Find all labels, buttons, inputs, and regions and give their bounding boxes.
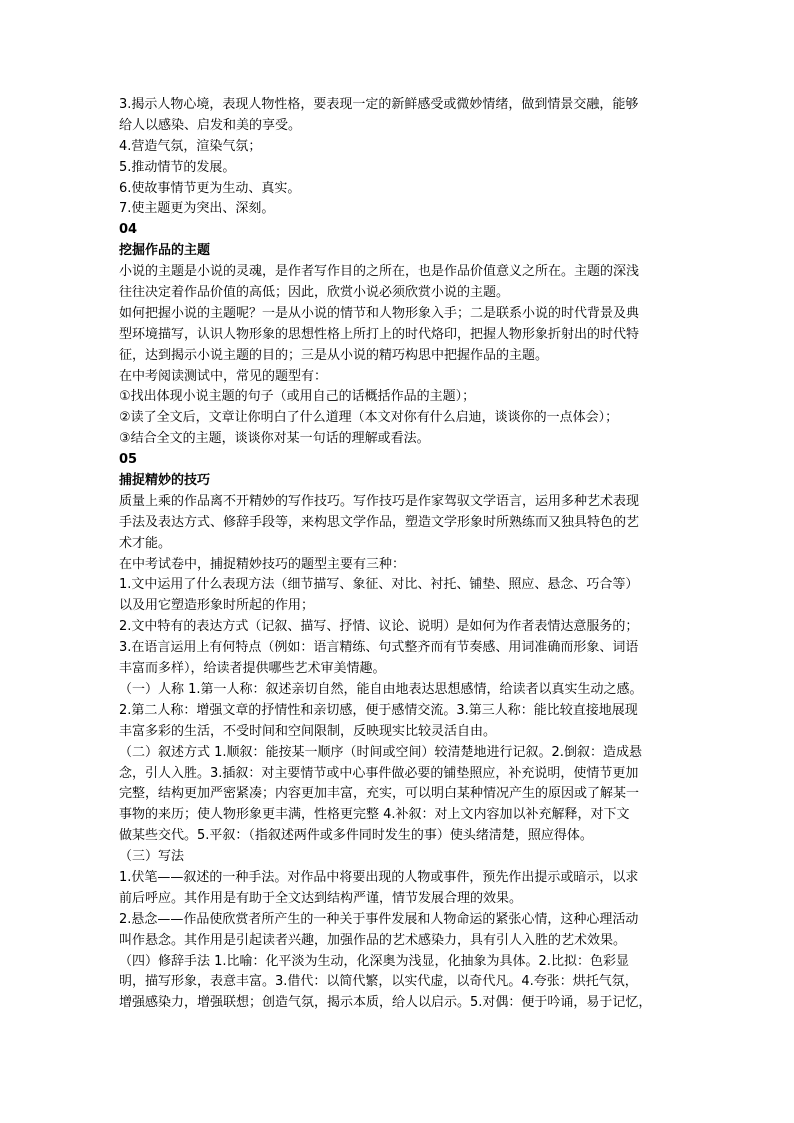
text-line: 5.推动情节的发展。 [119,159,236,175]
text-line: 术才能。 [119,535,172,551]
text-line: 3.揭示人物心境，表现人物性格，要表现一定的新鲜感受或微妙情绪，做到情景交融，能够 [119,97,639,112]
text-line: 丰富多彩的生活，不受时间和空间限制，反映现实比较灵活自由。 [119,723,497,739]
text-line: （四）修辞手法 1.比喻：化平淡为生动，化深奥为浅显，化抽象为具体。2.比拟：色彩显 [119,953,629,969]
text-line: （三）写法 [119,849,185,865]
text-line: 如何把握小说的主题呢？一是从小说的情节和人物形象入手；二是联系小说的时代背景及典 [119,305,640,321]
text-line: 以及用它塑造形象时所起的作用； [119,598,315,614]
document-body [119,95,689,1014]
text-line: ③结合全文的主题，谈谈你对某一句话的理解或看法。 [119,431,430,447]
text-line: （二）叙述方式 1.顺叙：能按某一顺序（时间或空间）较清楚地进行记叙。2.倒叙：造成悬 [119,744,642,760]
text-line: （一）人称 1.第一人称：叙述亲切自然，能自由地表达思想感情，给读者以真实生动之感。 [119,681,643,697]
section-heading: 捕捉精妙的技巧 [119,473,211,489]
text-line: 往往决定着作品价值的高低；因此，欣赏小说必须欣赏小说的主题。 [119,285,510,301]
section-heading: 04 [119,222,138,238]
text-line: 1.文中运用了什么表现方法（细节描写、象征、对比、衬托、铺垫、照应、悬念、巧合等） [119,577,639,593]
text-line: 6.使故事情节更为生动、真实。 [119,180,301,196]
text-line: 事物的来历；使人物形象更丰满，性格更完整 4.补叙：对上文内容加以补充解释，对下文 [119,807,630,823]
text-line: 在中考阅读测试中，常见的题型有： [119,368,328,384]
text-line: 征，达到揭示小说主题的目的；三是从小说的精巧构思中把握作品的主题。 [119,347,549,363]
text-line: 2.悬念——作品使欣赏者所产生的一种关于事件发展和人物命运的紧张心情，这种心理活动 [119,911,639,927]
text-line: 3.在语言运用上有何特点（例如：语言精练、句式整齐而有节奏感、用词准确而形象、词语 [119,640,639,656]
text-line: 念，引人入胜。3.插叙：对主要情节或中心事件做必要的铺垫照应，补充说明，使情节更加 [119,765,639,781]
text-line: 4.营造气氛，渲染气氛； [119,138,262,154]
text-line: 1.伏笔——叙述的一种手法。对作品中将要出现的人物或事件，预先作出提示或暗示，以求 [119,869,639,885]
text-line: 质量上乘的作品离不开精妙的写作技巧。写作技巧是作家驾驭文学语言，运用多种艺术表现 [119,493,640,509]
text-line: 手法及表达方式、修辞手段等，来构思文学作品，塑造文学形象时所熟练而又独具特色的艺 [119,514,640,530]
section-heading: 05 [119,452,138,468]
text-line: 叫作悬念。其作用是引起读者兴趣，加强作品的艺术感染力，具有引人入胜的艺术效果。 [119,932,627,948]
text-line: 前后呼应。其作用是有助于全文达到结构严谨，情节发展合理的效果。 [119,890,523,906]
text-line: 增强感染力，增强联想；创造气氛，揭示本质，给人以启示。5.对偶：便于吟诵，易于记忆， [119,995,652,1011]
text-line: 2.第二人称：增强文章的抒情性和亲切感，便于感情交流。3.第三人称：能比较直接地展现 [119,702,638,718]
text-line: 小说的主题是小说的灵魂，是作者写作目的之所在，也是作品价值意义之所在。主题的深浅 [119,264,640,280]
text-line: 做某些交代。5.平叙：（指叙述两件或多件同时发生的事）使头绪清楚，照应得体。 [119,828,593,844]
text-line: 7.使主题更为突出、深刻。 [119,201,275,217]
text-line: 型环境描写，认识人物形象的思想性格上所打上的时代烙印，把握人物形象折射出的时代特 [119,326,640,342]
section-heading: 挖掘作品的主题 [119,243,211,259]
text-line: 明，描写形象，表意丰富。3.借代：以简代繁，以实代虚，以奇代凡。4.夸张：烘托气氛， [119,974,638,990]
text-line: ②读了全文后，文章让你明白了什么道理（本文对你有什么启迪，谈谈你的一点体会）； [119,410,619,426]
text-line: 2.文中特有的表达方式（记叙、描写、抒情、议论、说明）是如何为作者表情达意服务的； [119,619,639,635]
text-line: ①找出体现小说主题的句子（或用自己的话概括作品的主题）； [119,389,476,405]
text-line: 在中考试卷中，捕捉精妙技巧的题型主要有三种： [119,556,406,572]
text-line: 丰富而多样），给读者提供哪些艺术审美情趣。 [119,661,386,677]
text-line: 完整，结构更加严密紧凑；内容更加丰富，充实，可以明白某种情况产生的原因或了解某一 [119,786,640,802]
text-line: 给人以感染、启发和美的享受。 [119,117,302,133]
